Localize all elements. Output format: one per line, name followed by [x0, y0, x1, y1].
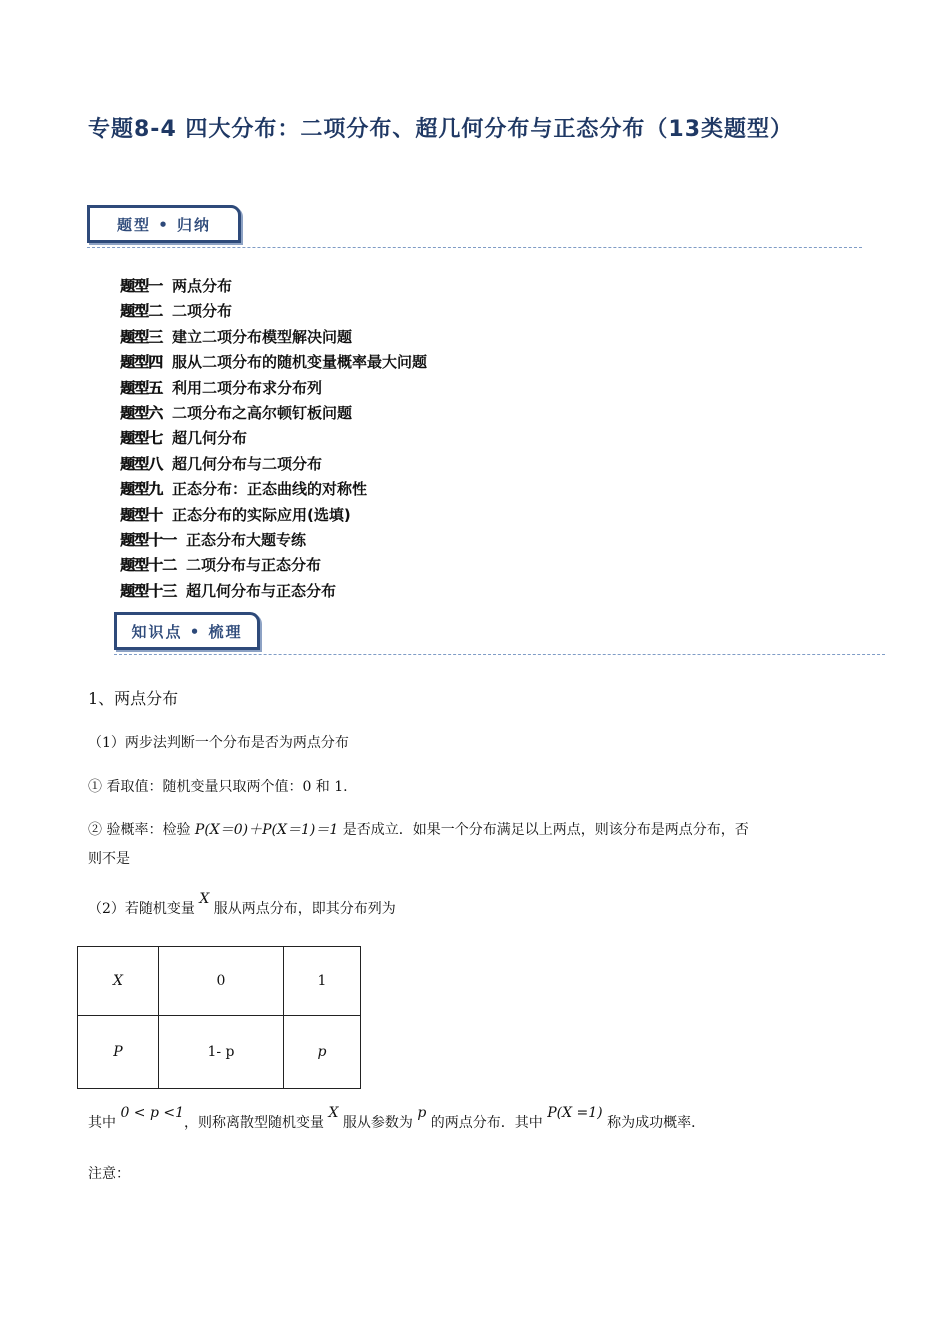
- table-cell: 0: [159, 947, 284, 1016]
- paragraph: 其中 0 < p <1，则称离散型随机变量 X 服从参数为 p 的两点分布．其中 P(X =1) 称为成功概率．: [88, 1105, 706, 1131]
- paragraph: 则不是: [88, 851, 130, 867]
- table-cell: X: [78, 947, 159, 1016]
- toc-item[interactable]: 题型一 两点分布: [120, 277, 233, 295]
- paragraph: ② 验概率：检验 P(X＝0)＋P(X＝1)＝1 是否成立．如果一个分布满足以上两点，则该分布是两点分布，否: [88, 822, 749, 838]
- toc-item[interactable]: 题型十一 正态分布大题专练: [120, 530, 307, 549]
- toc-item[interactable]: 题型十 正态分布的实际应用(选填): [120, 505, 351, 524]
- toc-item[interactable]: 题型九 正态分布：正态曲线的对称性: [120, 480, 368, 499]
- divider: [114, 654, 885, 655]
- divider: [87, 247, 862, 248]
- toc-item[interactable]: 题型十二 二项分布与正态分布: [120, 556, 322, 575]
- paragraph: 注意：: [88, 1166, 130, 1182]
- toc-item[interactable]: 题型六 二项分布之高尔顿钉板问题: [120, 403, 353, 422]
- paragraph: （2）若随机变量 X 服从两点分布，即其分布列为: [88, 891, 396, 917]
- toc-item[interactable]: 题型十三 超几何分布与正态分布: [120, 581, 337, 600]
- distribution-table: [77, 946, 361, 1089]
- table-row: [78, 947, 361, 1016]
- toc-item[interactable]: 题型七 超几何分布: [120, 429, 248, 448]
- section-tab-types: 题型 • 归纳: [87, 205, 241, 243]
- page-title: 专题8-4 四大分布：二项分布、超几何分布与正态分布（13类题型）: [88, 117, 794, 142]
- section-tab-knowledge: 知识点 • 梳理: [114, 612, 260, 650]
- table-cell: 1: [284, 947, 361, 1016]
- table-cell: p: [284, 1016, 361, 1089]
- table-row: [78, 1016, 361, 1089]
- heading-two-point: 1、两点分布: [88, 689, 179, 708]
- toc-item[interactable]: 题型四 服从二项分布的随机变量概率最大问题: [120, 353, 428, 372]
- toc-item[interactable]: 题型五 利用二项分布求分布列: [120, 378, 323, 397]
- toc-item[interactable]: 题型三 建立二项分布模型解决问题: [120, 327, 353, 346]
- paragraph: （1）两步法判断一个分布是否为两点分布: [88, 735, 349, 751]
- toc-list: [120, 274, 427, 604]
- table-cell: P: [78, 1016, 159, 1089]
- paragraph: ① 看取值：随机变量只取两个值：0 和 1.: [88, 779, 348, 795]
- toc-item[interactable]: 题型二 二项分布: [120, 302, 233, 321]
- toc-item[interactable]: 题型八 超几何分布与二项分布: [120, 454, 323, 473]
- table-cell: 1- p: [159, 1016, 284, 1089]
